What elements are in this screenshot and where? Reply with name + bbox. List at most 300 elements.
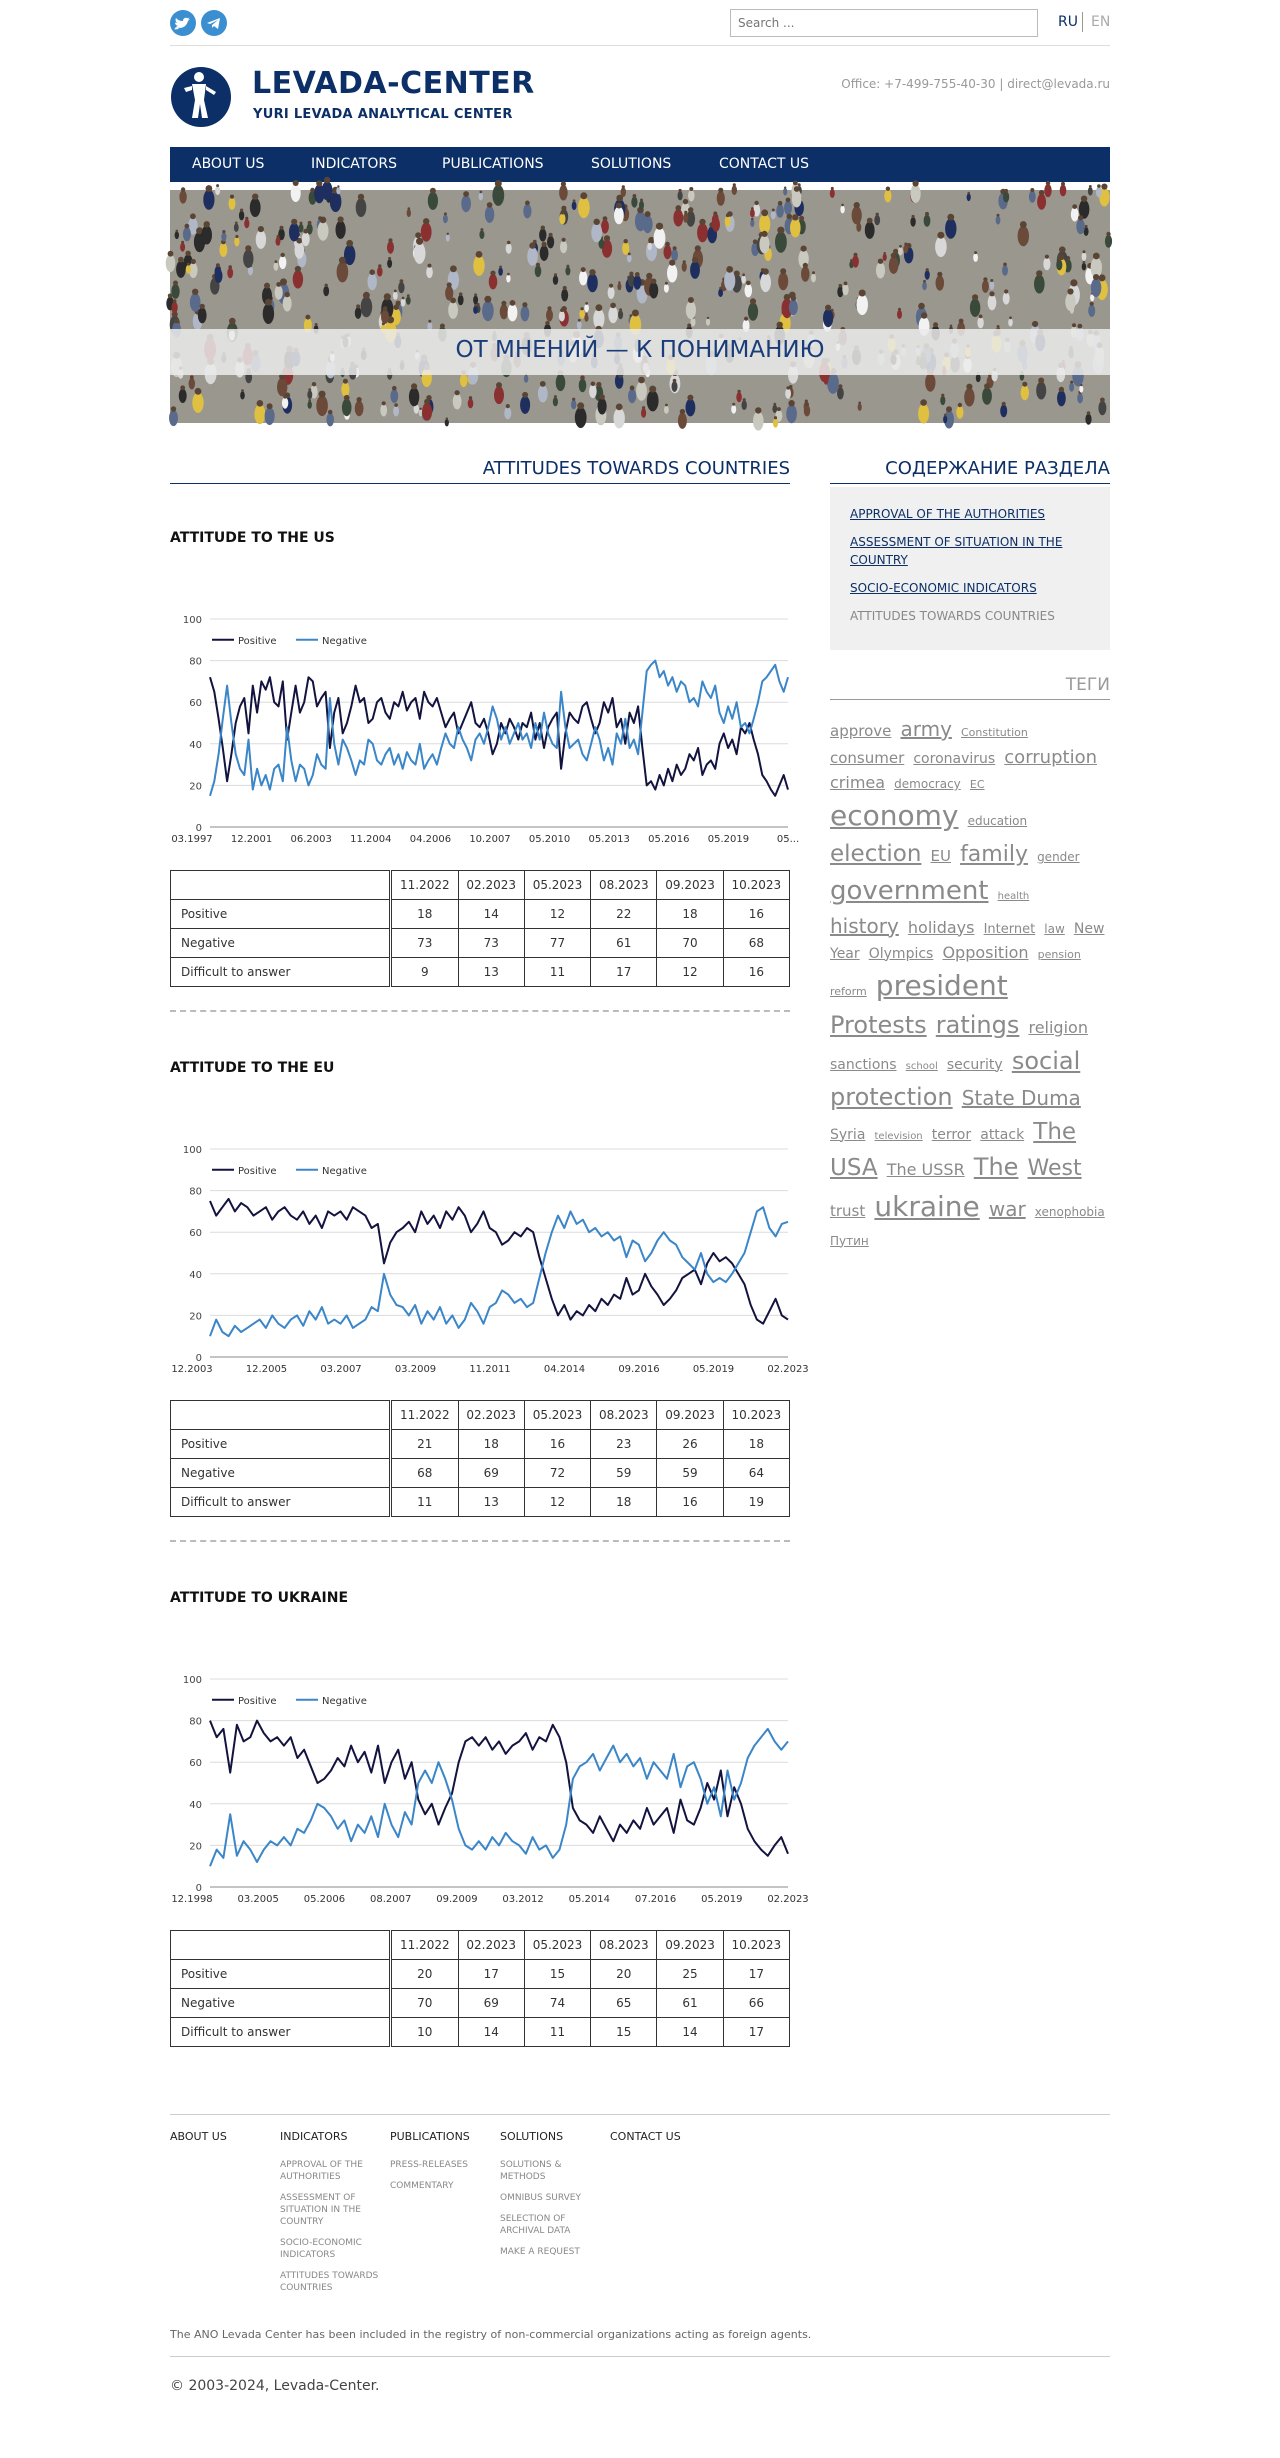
tag-link[interactable]: election: [830, 841, 922, 867]
crowd-figure: [492, 185, 504, 206]
crowd-figure: [356, 198, 367, 217]
crowd-figure: [244, 219, 249, 228]
table-cell: 16: [657, 1488, 723, 1517]
crowd-figure: [344, 245, 355, 266]
tag-link[interactable]: education: [967, 814, 1028, 828]
crowd-figure: [336, 221, 346, 239]
tag-link[interactable]: history: [830, 913, 899, 938]
crowd-head: [1072, 204, 1077, 209]
x-tick-label: 12.2005: [245, 1364, 288, 1375]
crowd-head: [989, 291, 994, 296]
crowd-head: [469, 396, 472, 399]
y-tick-label: 40: [189, 1799, 202, 1811]
crowd-head: [303, 229, 308, 234]
footer-col-solutions: [500, 2130, 600, 2267]
telegram-icon[interactable]: [201, 10, 227, 36]
footer-col-indicators: [280, 2130, 380, 2303]
tag-cloud: [830, 714, 1110, 1252]
tag-link[interactable]: crimea: [830, 773, 886, 792]
crowd-figure: [925, 270, 930, 280]
crowd-head: [854, 202, 860, 208]
sidebar-item-assessment[interactable]: ASSESSMENT OF SITUATION IN THE COUNTRY: [850, 535, 1063, 567]
logo-title[interactable]: LEVADA-CENTER: [252, 66, 535, 101]
crowd-figure: [1096, 187, 1102, 198]
tag-link[interactable]: school: [905, 1060, 938, 1072]
crowd-head: [171, 406, 176, 411]
tag-link[interactable]: security: [946, 1056, 1003, 1073]
crowd-figure: [1044, 184, 1051, 197]
tag-link[interactable]: Путин: [830, 1233, 869, 1248]
crowd-figure: [498, 267, 503, 275]
x-tick-label: 09.2009: [436, 1894, 478, 1905]
crowd-figure: [316, 395, 328, 416]
crowd-head: [1003, 263, 1007, 267]
crowd-figure: [1082, 263, 1086, 271]
crowd-head: [554, 273, 557, 276]
crowd-head: [761, 209, 768, 216]
crowd-head: [699, 219, 705, 225]
x-tick-label: 08.2007: [370, 1894, 412, 1905]
crowd-figure: [489, 274, 498, 289]
crowd-figure: [239, 211, 244, 221]
search-input[interactable]: [730, 9, 1038, 37]
crowd-figure: [671, 249, 678, 261]
footer-heading[interactable]: INDICATORS: [280, 2130, 348, 2143]
crowd-figure: [771, 211, 776, 220]
tag-link[interactable]: xenophobia: [1034, 1204, 1105, 1219]
crowd-figure: [1043, 258, 1050, 271]
crowd-head: [624, 239, 628, 243]
tag-link[interactable]: ukraine: [874, 1189, 980, 1223]
crowd-head: [675, 205, 681, 211]
footer-link[interactable]: APPROVAL OF THE AUTHORITIES: [280, 2160, 363, 2182]
crowd-head: [507, 241, 511, 245]
crowd-figure: [748, 302, 758, 320]
crowd-figure: [1085, 414, 1091, 425]
crowd-figure: [811, 273, 816, 282]
crowd-head: [420, 408, 422, 410]
crowd-figure: [1105, 235, 1112, 248]
footer-link[interactable]: SELECTION OF ARCHIVAL DATA: [500, 2214, 571, 2236]
footer-col-contact: [610, 2130, 681, 2159]
crowd-head: [388, 257, 391, 260]
crowd-figure: [718, 289, 723, 297]
crowd-head: [580, 375, 585, 380]
x-tick-label: 03.2005: [237, 1894, 279, 1905]
nav-solutions[interactable]: SOLUTIONS: [591, 156, 672, 172]
crowd-figure: [275, 285, 283, 300]
crowd-head: [1085, 225, 1088, 228]
crowd-head: [300, 222, 303, 225]
table-cell: 14: [458, 900, 524, 929]
crowd-head: [933, 322, 938, 327]
crowd-head: [222, 230, 225, 233]
tag-link[interactable]: ratings: [935, 1010, 1020, 1039]
crowd-head: [1100, 398, 1105, 403]
crowd-figure: [608, 286, 615, 299]
crowd-figure: [506, 275, 510, 283]
tag-link[interactable]: Olympics: [868, 945, 934, 962]
crowd-head: [635, 272, 640, 277]
crowd-head: [920, 399, 927, 406]
crowd-figure: [485, 206, 494, 223]
tag-link[interactable]: economy: [830, 799, 959, 832]
x-tick-label: 06.2003: [290, 834, 332, 845]
crowd-figure: [614, 206, 624, 224]
y-tick-label: 100: [182, 1145, 202, 1156]
crowd-head: [382, 401, 386, 405]
crowd-figure: [1021, 385, 1029, 400]
crowd-figure: [575, 407, 587, 428]
crowd-head: [1004, 289, 1008, 293]
crowd-head: [181, 241, 184, 244]
crowd-head: [450, 265, 457, 272]
crowd-head: [979, 315, 983, 319]
tag-link[interactable]: television: [874, 1130, 923, 1142]
y-tick-label: 60: [189, 1228, 202, 1240]
tag-link[interactable]: Syria: [830, 1126, 866, 1143]
table-cell: 72: [524, 1459, 590, 1488]
crowd-figure: [673, 209, 683, 227]
crowd-head: [773, 403, 776, 406]
footer-heading[interactable]: ABOUT US: [170, 2130, 227, 2143]
tag-link[interactable]: president: [875, 968, 1008, 1002]
crowd-figure: [1088, 305, 1095, 317]
crowd-figure: [179, 190, 186, 203]
tag-link[interactable]: trust: [830, 1201, 866, 1220]
crowd-figure: [171, 284, 179, 299]
crowd-figure: [898, 247, 903, 256]
series-positive-line: [210, 1199, 788, 1324]
tag-link[interactable]: attack: [980, 1126, 1025, 1143]
tag-link[interactable]: Internet: [983, 921, 1036, 937]
tag-link[interactable]: religion: [1028, 1017, 1088, 1037]
tag-link[interactable]: The: [973, 1153, 1019, 1181]
crowd-figure: [790, 218, 801, 237]
crowd-figure: [479, 192, 483, 200]
nav-publications[interactable]: PUBLICATIONS: [442, 156, 544, 172]
lang-en-link[interactable]: EN: [1091, 14, 1111, 30]
table-cell: 11: [391, 1488, 459, 1517]
tag-link[interactable]: family: [960, 842, 1028, 867]
crowd-head: [562, 238, 566, 242]
crowd-head: [966, 384, 972, 390]
crowd-figure: [387, 241, 394, 254]
crowd-figure: [1076, 219, 1085, 234]
crowd-figure: [539, 228, 546, 241]
crowd-head: [777, 227, 784, 234]
crowd-figure: [393, 291, 398, 299]
tag-link[interactable]: approve: [830, 722, 892, 740]
crowd-figure: [742, 400, 747, 410]
tag-link[interactable]: The USSR: [886, 1160, 965, 1179]
crowd-head: [388, 238, 392, 242]
table-cell: 11: [524, 2018, 590, 2047]
y-tick-label: 60: [189, 1758, 202, 1770]
tag-link[interactable]: West: [1027, 1156, 1082, 1181]
crowd-head: [946, 406, 952, 412]
crowd-figure: [852, 206, 862, 224]
crowd-figure: [633, 275, 641, 290]
tag-link[interactable]: Constitution: [961, 726, 1028, 739]
crowd-head: [560, 308, 564, 312]
crowd-figure: [725, 216, 731, 227]
nav-indicators[interactable]: INDICATORS: [311, 156, 397, 172]
table-header-cell: 09.2023: [657, 871, 723, 900]
tag-link[interactable]: social protection: [830, 1046, 1081, 1111]
crowd-figure: [970, 298, 980, 317]
crowd-figure: [858, 403, 862, 411]
table-cell: 61: [657, 1989, 723, 2018]
crowd-figure: [398, 282, 404, 293]
crowd-head: [415, 232, 421, 238]
crowd-head: [480, 191, 483, 194]
crowd-head: [630, 386, 635, 391]
crowd-figure: [784, 201, 792, 215]
crowd-figure: [935, 236, 947, 257]
crowd-figure: [540, 245, 549, 261]
crowd-head: [305, 315, 310, 320]
crowd-head: [726, 266, 733, 273]
crowd-head: [501, 301, 506, 306]
crowd-figure: [461, 195, 471, 212]
crowd-head: [235, 235, 238, 238]
crowd-head: [1083, 250, 1086, 253]
crowd-head: [867, 218, 873, 224]
crowd-head: [937, 232, 944, 239]
logo-icon[interactable]: [170, 66, 232, 128]
nav-about-us[interactable]: ABOUT US: [192, 156, 265, 172]
tag-link[interactable]: EC: [969, 778, 985, 791]
nav-contact-us[interactable]: CONTACT US: [719, 156, 809, 172]
crowd-head: [1057, 257, 1061, 261]
crowd-head: [1106, 232, 1110, 236]
sidebar-item-approval[interactable]: APPROVAL OF THE AUTHORITIES: [850, 507, 1046, 521]
crowd-figure: [1036, 382, 1046, 400]
crowd-figure: [387, 259, 392, 268]
crowd-figure: [243, 249, 253, 268]
crowd-head: [990, 279, 993, 282]
tag-link[interactable]: gender: [1037, 850, 1080, 864]
crowd-head: [744, 317, 748, 321]
tag-link[interactable]: pension reform: [830, 947, 1081, 998]
tag-link[interactable]: New Year: [830, 920, 1105, 962]
crowd-head: [707, 317, 709, 319]
table-cell: 66: [723, 1989, 789, 2018]
tag-link[interactable]: holidays: [907, 917, 975, 937]
crowd-figure: [643, 215, 653, 233]
crowd-figure: [179, 389, 187, 403]
table-us: [170, 870, 790, 987]
crowd-head: [241, 389, 244, 392]
crowd-head: [788, 400, 794, 406]
tag-link[interactable]: government: [830, 875, 989, 906]
footer-heading[interactable]: CONTACT US: [610, 2130, 681, 2143]
page-title: ATTITUDES TOWARDS COUNTRIES: [170, 458, 790, 484]
crowd-figure: [494, 386, 504, 404]
crowd-head: [285, 292, 290, 297]
table-header-cell: 10.2023: [723, 1401, 789, 1430]
crowd-head: [180, 385, 185, 390]
crowd-head: [276, 282, 281, 287]
table-header-cell: 10.2023: [723, 1931, 789, 1960]
y-tick-label: 80: [189, 1716, 202, 1728]
crowd-head: [283, 395, 287, 399]
table-cell: 17: [723, 1960, 789, 1989]
tag-link[interactable]: health: [997, 890, 1030, 902]
tag-link[interactable]: corruption: [1004, 747, 1097, 768]
crowd-head: [423, 218, 429, 224]
tag-link[interactable]: Opposition: [942, 942, 1029, 962]
footer-link[interactable]: COMMENTARY: [390, 2181, 454, 2191]
tag-link[interactable]: consumer: [830, 749, 905, 767]
crowd-head: [844, 282, 848, 286]
footer-link[interactable]: ATTITUDES TOWARDS COUNTRIES: [280, 2271, 379, 2293]
x-tick-label: 05.2019: [701, 1894, 743, 1905]
crowd-figure: [381, 310, 389, 324]
crowd-head: [440, 324, 445, 329]
crowd-head: [673, 379, 677, 383]
table-eu: [170, 1400, 790, 1517]
table-cell: 14: [657, 2018, 723, 2047]
crowd-head: [684, 211, 687, 214]
crowd-head: [257, 400, 264, 407]
crowd-figure: [922, 282, 927, 290]
crowd-head: [619, 308, 622, 311]
lang-ru-link[interactable]: RU: [1058, 14, 1078, 30]
crowd-figure: [355, 307, 362, 319]
tag-link[interactable]: army: [900, 717, 952, 741]
crowd-figure: [171, 302, 177, 314]
crowd-figure: [973, 253, 978, 262]
table-cell: 70: [657, 929, 723, 958]
crowd-figure: [265, 407, 275, 425]
table-cell: 10: [391, 2018, 459, 2047]
crowd-figure: [1003, 292, 1010, 304]
crowd-figure: [664, 284, 669, 293]
crowd-head: [446, 417, 448, 419]
crowd-head: [719, 287, 722, 290]
crowd-figure: [776, 204, 784, 218]
footer-link[interactable]: ASSESSMENT OF SITUATION IN THE COUNTRY: [280, 2193, 361, 2227]
legend-label: Negative: [322, 635, 367, 647]
footer-link[interactable]: SOCIO-ECONOMIC INDICATORS: [280, 2238, 362, 2260]
twitter-icon[interactable]: [170, 10, 196, 36]
tag-link[interactable]: terror: [931, 1126, 972, 1143]
crowd-figure: [750, 219, 754, 227]
table-row: [171, 1989, 790, 2018]
crowd-figure: [380, 404, 387, 416]
crowd-head: [616, 404, 623, 411]
table-row: [171, 1488, 790, 1517]
footer-link[interactable]: PRESS-RELEASES: [390, 2160, 468, 2170]
tag-link[interactable]: The USA: [830, 1118, 1077, 1181]
crowd-figure: [601, 219, 609, 233]
crowd-figure: [479, 230, 484, 239]
footer-heading[interactable]: SOLUTIONS: [500, 2130, 564, 2143]
crowd-head: [683, 260, 686, 263]
row-label: Negative: [171, 1989, 391, 2018]
crowd-head: [495, 180, 502, 187]
crowd-figure: [175, 231, 179, 239]
crowd-figure: [337, 261, 349, 282]
tag-link[interactable]: coronavirus: [913, 751, 996, 767]
tag-link[interactable]: sanctions: [830, 1056, 897, 1073]
crowd-figure: [1077, 393, 1083, 403]
crowd-head: [291, 219, 297, 225]
series-positive-line: [210, 1721, 788, 1856]
crowd-head: [732, 403, 735, 406]
crowd-figure: [736, 392, 742, 402]
crowd-head: [997, 325, 1000, 328]
crowd-head: [898, 308, 901, 311]
crowd-head: [648, 241, 651, 244]
tag-link[interactable]: State Duma: [961, 1085, 1081, 1110]
x-tick-label: 11.2011: [469, 1364, 511, 1375]
table-row: [171, 1401, 790, 1430]
crowd-figure: [967, 194, 971, 202]
table-cell: 18: [458, 1430, 524, 1459]
footer-link[interactable]: SOLUTIONS & METHODS: [500, 2160, 562, 2182]
crowd-figure: [401, 298, 406, 306]
crowd-figure: [837, 387, 844, 399]
table-cell: 26: [657, 1430, 723, 1459]
crowd-head: [792, 214, 798, 220]
table-header-cell: 02.2023: [458, 1401, 524, 1430]
crowd-figure: [521, 306, 530, 322]
table-cell: 17: [458, 1960, 524, 1989]
footer-link[interactable]: MAKE A REQUEST: [500, 2247, 580, 2257]
crowd-head: [801, 246, 807, 252]
logo-subtitle: YURI LEVADA ANALYTICAL CENTER: [253, 107, 513, 122]
sidebar-item-socio-economic[interactable]: SOCIO-ECONOMIC INDICATORS: [850, 581, 1037, 595]
crowd-figure: [682, 262, 687, 271]
crowd-figure: [759, 235, 769, 254]
crowd-head: [1036, 270, 1042, 276]
footer-link[interactable]: OMNIBUS SURVEY: [500, 2193, 581, 2203]
footer-heading[interactable]: PUBLICATIONS: [390, 2130, 470, 2143]
crowd-head: [245, 245, 251, 251]
crowd-head: [596, 304, 603, 311]
tag-link[interactable]: law: [1044, 921, 1065, 936]
crowd-head: [1038, 378, 1044, 384]
crowd-figure: [1002, 265, 1008, 276]
table-cell: 18: [723, 1430, 789, 1459]
crowd-figure: [368, 273, 377, 290]
tag-link[interactable]: EU: [930, 847, 951, 865]
crowd-figure: [448, 301, 458, 319]
tag-link[interactable]: war: [988, 1196, 1026, 1221]
tag-link[interactable]: Protests: [830, 1010, 927, 1039]
crowd-head: [831, 187, 834, 190]
crowd-figure: [956, 406, 963, 419]
table-header-cell: 05.2023: [524, 1401, 590, 1430]
crowd-head: [308, 399, 311, 402]
crowd-head: [240, 209, 243, 212]
crowd-head: [181, 187, 185, 191]
crowd-head: [609, 284, 613, 288]
crowd-head: [554, 395, 557, 398]
crowd-head: [200, 304, 205, 309]
crowd-head: [549, 233, 553, 237]
crowd-figure: [678, 191, 683, 200]
tag-link[interactable]: democracy: [894, 777, 961, 791]
crowd-figure: [1000, 405, 1007, 418]
crowd-head: [1070, 381, 1073, 384]
crowd-head: [1101, 184, 1107, 190]
crowd-head: [791, 296, 796, 301]
crowd-head: [646, 273, 652, 279]
